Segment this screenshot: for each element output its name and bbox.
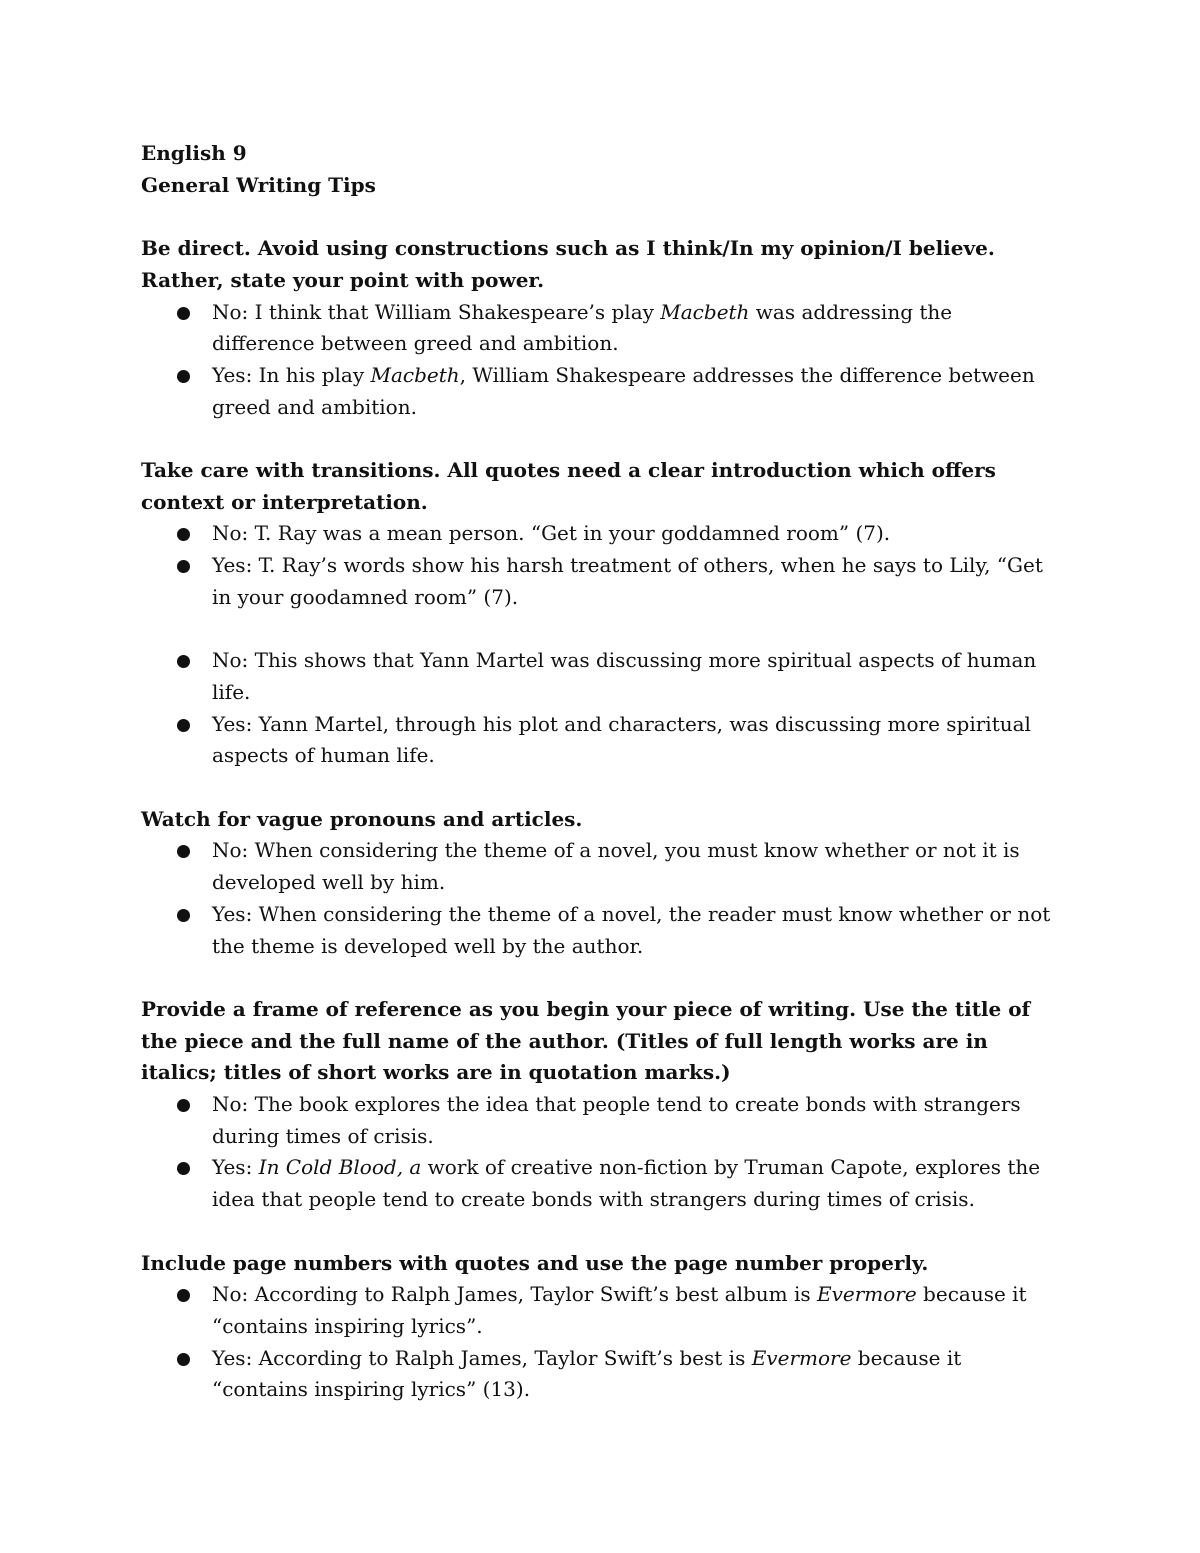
tip-section <box>141 994 1061 1216</box>
bullet-icon <box>177 909 190 922</box>
example-item: Yes: T. Ray’s words show his harsh treatment of others, when he says to Lily, “Get in your goodamned room” (7). <box>141 550 1061 613</box>
tip-heading: Provide a frame of reference as you begin your piece of writing. Use the title of the piece and the full name of the author. (Titles of full length works are in italics; titles of short works are in quotation marks.) <box>141 996 1031 1085</box>
bullet-icon <box>177 1162 190 1175</box>
bullet-icon <box>177 719 190 732</box>
tip-section <box>141 804 1061 963</box>
document-page <box>141 138 1061 1406</box>
bullet-icon <box>177 845 190 858</box>
example-list <box>141 1279 1061 1406</box>
tip-section <box>141 455 1061 772</box>
example-item: No: This shows that Yann Martel was discussing more spiritual aspects of human life. <box>141 645 1061 708</box>
example-list <box>141 835 1061 962</box>
bullet-icon <box>177 307 190 320</box>
tip-section <box>141 233 1061 423</box>
example-item: No: The book explores the idea that people tend to create bonds with strangers during times of crisis. <box>141 1089 1061 1152</box>
bullet-icon <box>177 560 190 573</box>
document-title: General Writing Tips <box>141 172 376 197</box>
example-item: Yes: In his play Macbeth, William Shakespeare addresses the difference between greed and ambition. <box>141 360 1061 423</box>
tip-heading: Watch for vague pronouns and articles. <box>141 806 583 831</box>
example-item: Yes: Yann Martel, through his plot and characters, was discussing more spiritual aspects of human life. <box>141 709 1061 772</box>
bullet-icon <box>177 370 190 383</box>
bullet-icon <box>177 1353 190 1366</box>
bullet-icon <box>177 655 190 668</box>
example-item: No: T. Ray was a mean person. “Get in your goddamned room” (7). <box>141 518 1061 550</box>
example-item: Yes: When considering the theme of a novel, the reader must know whether or not the theme is developed well by the author. <box>141 899 1061 962</box>
example-list <box>141 297 1061 424</box>
tip-heading: Take care with transitions. All quotes need a clear introduction which offers context or interpretation. <box>141 458 996 514</box>
course-title: English 9 <box>141 141 247 165</box>
example-item: Yes: In Cold Blood, a work of creative non-fiction by Truman Capote, explores the idea that people tend to create bonds with strangers during times of crisis. <box>141 1152 1061 1215</box>
tip-heading: Be direct. Avoid using constructions such as I think/In my opinion/I believe. Rather, state your point with power. <box>141 236 995 292</box>
bullet-icon <box>177 1289 190 1302</box>
example-list <box>141 1089 1061 1216</box>
bullet-icon <box>177 528 190 541</box>
example-list <box>141 518 1061 613</box>
example-item: No: When considering the theme of a novel, you must know whether or not it is developed well by him. <box>141 835 1061 898</box>
tip-heading: Include page numbers with quotes and use the page number properly. <box>141 1250 929 1275</box>
bullet-icon <box>177 1099 190 1112</box>
example-list <box>141 645 1061 772</box>
example-item: Yes: According to Ralph James, Taylor Swift’s best is Evermore because it “contains inspiring lyrics” (13). <box>141 1343 1061 1406</box>
tip-section <box>141 1248 1061 1407</box>
example-item: No: I think that William Shakespeare’s play Macbeth was addressing the difference between greed and ambition. <box>141 297 1061 360</box>
example-item: No: According to Ralph James, Taylor Swift’s best album is Evermore because it “contains inspiring lyrics”. <box>141 1279 1061 1342</box>
